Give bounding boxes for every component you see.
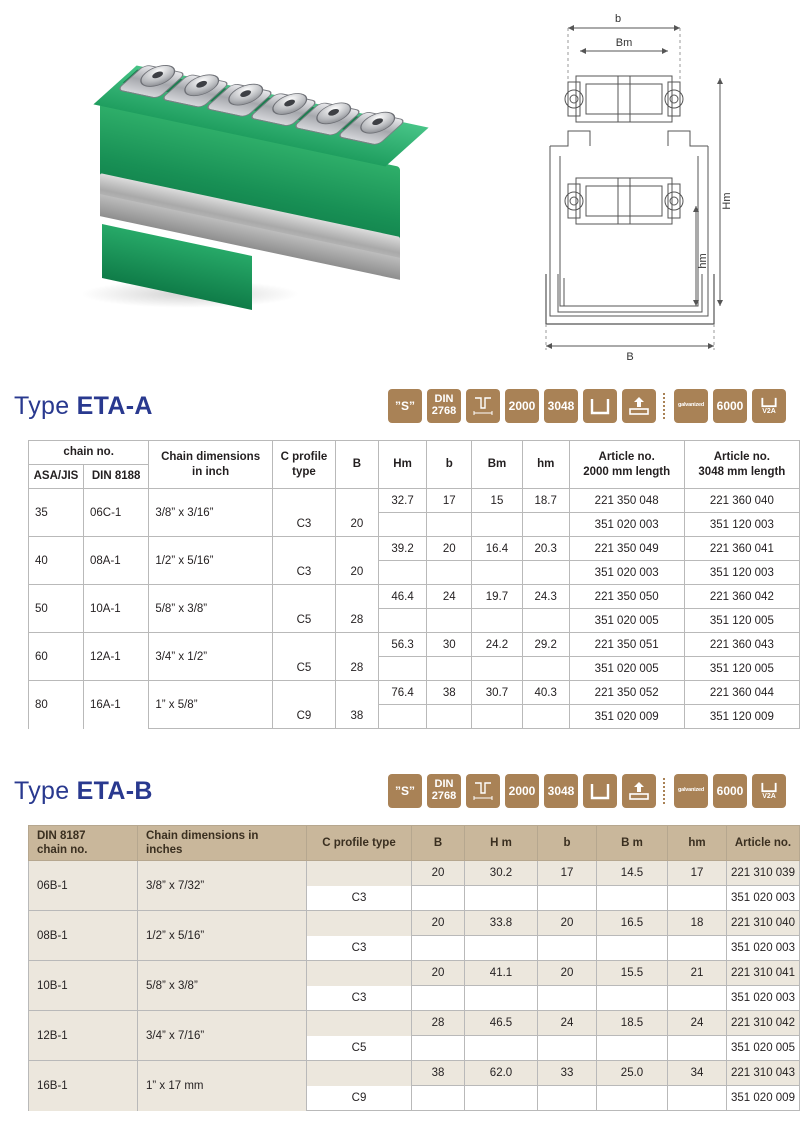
cell-Bm-blank: [597, 936, 668, 961]
cell-Hm: 46.4: [378, 585, 427, 609]
title-prefix: Type: [14, 776, 77, 805]
table-row: [29, 961, 800, 986]
th-hm: hm: [522, 441, 569, 489]
cell-chain-no: 06B-1: [29, 861, 138, 911]
dim-label-Bm: Bm: [615, 37, 633, 49]
cell-Hm-blank: [465, 1036, 538, 1061]
cell-hm: 29.2: [522, 633, 569, 657]
cell-asa-jis: 35: [29, 489, 84, 537]
cell-hm-blank: [668, 936, 727, 961]
cell-Hm-blank: [378, 705, 427, 729]
cell-c-profile: C5: [307, 1036, 412, 1061]
cell-B-blank: [412, 886, 465, 911]
cell-B-blank: [412, 936, 465, 961]
cell-asa-jis: 50: [29, 585, 84, 633]
cell-hm: 24: [668, 1011, 727, 1036]
th-din-8187: DIN 8187 chain no.: [29, 826, 138, 861]
cell-article-3048-alt: 351 120 003: [684, 561, 799, 585]
cell-c-profile: C3: [272, 561, 335, 585]
length-2000-icon: 2000: [505, 774, 539, 808]
cell-hm: 24.3: [522, 585, 569, 609]
cell-Bm: 15.5: [597, 961, 668, 986]
th-B: B: [336, 441, 379, 489]
cell-article: 221 310 043: [727, 1061, 800, 1086]
cell-c-profile-blank: [272, 537, 335, 561]
cell-din8188: 12A-1: [83, 633, 148, 681]
section-eta-b: [0, 763, 800, 1111]
cell-B: 20: [412, 911, 465, 936]
th-Hm: Hm: [378, 441, 427, 489]
cell-dimensions: 5/8” x 3/8”: [149, 585, 272, 633]
cell-hm-blank: [668, 1036, 727, 1061]
cell-hm-blank: [522, 561, 569, 585]
cell-B-blank: [412, 1036, 465, 1061]
cell-article-alt: 351 020 009: [727, 1086, 800, 1111]
title-main: ETA-B: [76, 776, 153, 805]
cell-din8188: 16A-1: [83, 681, 148, 729]
th-B: B: [412, 826, 465, 861]
cell-Hm-blank: [378, 657, 427, 681]
cell-Hm-blank: [378, 609, 427, 633]
cell-B-blank: [336, 537, 379, 561]
th-Hm: H m: [465, 826, 538, 861]
cell-Hm: 76.4: [378, 681, 427, 705]
section-eta-a: [0, 378, 800, 729]
cell-Bm-blank: [472, 561, 523, 585]
th-Bm: Bm: [472, 441, 523, 489]
th-hm: hm: [668, 826, 727, 861]
cell-hm: 34: [668, 1061, 727, 1086]
cell-Hm-blank: [465, 936, 538, 961]
length-6000-icon: 6000: [713, 389, 747, 423]
cell-din8188: 10A-1: [83, 585, 148, 633]
cell-B: 20: [336, 561, 379, 585]
dim-label-Hm: Hm: [721, 192, 733, 210]
cell-article-2000-alt: 351 020 003: [569, 513, 684, 537]
cell-c-profile: C9: [272, 705, 335, 729]
table-row: [29, 633, 800, 657]
cell-c-profile-blank: [307, 911, 412, 936]
cell-article-3048-alt: 351 120 005: [684, 657, 799, 681]
table-eta-a: [28, 440, 800, 729]
cell-b: 17: [427, 489, 472, 513]
cell-hm: 21: [668, 961, 727, 986]
dim-label-b: b: [614, 13, 622, 25]
cell-article-2000: 221 350 049: [569, 537, 684, 561]
cell-chain-no: 16B-1: [29, 1061, 138, 1111]
cell-Hm-blank: [378, 561, 427, 585]
cell-Bm: 18.5: [597, 1011, 668, 1036]
cell-article-3048-alt: 351 120 009: [684, 705, 799, 729]
cell-Hm: 62.0: [465, 1061, 538, 1086]
cell-article-3048: 221 360 042: [684, 585, 799, 609]
th-article-2000: Article no. 2000 mm length: [569, 441, 684, 489]
cell-article-alt: 351 020 005: [727, 1036, 800, 1061]
length-3048-icon: 3048: [544, 389, 578, 423]
cell-b: 17: [538, 861, 597, 886]
cell-dimensions: 1” x 17 mm: [138, 1061, 307, 1111]
cell-b: 24: [427, 585, 472, 609]
cell-din8188: 06C-1: [83, 489, 148, 537]
cell-Bm: 16.5: [597, 911, 668, 936]
cell-c-profile-blank: [272, 633, 335, 657]
table-row: [29, 911, 800, 936]
th-b: b: [427, 441, 472, 489]
cell-B: 38: [336, 705, 379, 729]
cell-b-blank: [427, 705, 472, 729]
cell-B: 28: [336, 657, 379, 681]
cell-dimensions: 3/4” x 7/16”: [138, 1011, 307, 1061]
cell-b: 20: [427, 537, 472, 561]
cell-B-blank: [336, 585, 379, 609]
cell-Hm-blank: [465, 886, 538, 911]
cell-Hm-blank: [378, 513, 427, 537]
th-c-profile: C profile type: [272, 441, 335, 489]
cell-article-2000-alt: 351 020 005: [569, 657, 684, 681]
table-header-row: [29, 826, 800, 861]
table-row: [29, 489, 800, 513]
length-2000-icon: 2000: [505, 389, 539, 423]
cell-Hm: 41.1: [465, 961, 538, 986]
cell-dimensions: 3/4” x 1/2”: [149, 633, 272, 681]
title-prefix: Type: [14, 391, 77, 420]
u-profile-icon: [583, 389, 617, 423]
cell-Bm: 25.0: [597, 1061, 668, 1086]
cell-c-profile: C5: [272, 657, 335, 681]
cell-B-blank: [412, 1086, 465, 1111]
u-profile-icon: [583, 774, 617, 808]
th-article: Article no.: [727, 826, 800, 861]
icon-row-b: [388, 774, 786, 808]
cell-article: 221 310 039: [727, 861, 800, 886]
cell-hm-blank: [522, 705, 569, 729]
cell-c-profile: C3: [307, 886, 412, 911]
cell-c-profile: C3: [272, 513, 335, 537]
th-chain-no: chain no.: [29, 441, 149, 465]
cell-Hm-blank: [465, 986, 538, 1011]
cell-hm: 18: [668, 911, 727, 936]
din-2768-icon: DIN 2768: [427, 389, 461, 423]
technical-drawing: [468, 6, 778, 371]
cell-article: 221 310 042: [727, 1011, 800, 1036]
s-quality-icon: ”S”: [388, 774, 422, 808]
cell-dimensions: 5/8” x 3/8”: [138, 961, 307, 1011]
cell-c-profile: C9: [307, 1086, 412, 1111]
cell-Bm: 30.7: [472, 681, 523, 705]
cell-c-profile-blank: [307, 961, 412, 986]
galvanized-icon: galvanized: [674, 774, 708, 808]
cell-hm: 20.3: [522, 537, 569, 561]
cell-Bm-blank: [597, 1036, 668, 1061]
section-a-header: [14, 378, 786, 434]
fixing-icon: [622, 774, 656, 808]
cell-article-2000: 221 350 052: [569, 681, 684, 705]
cell-dimensions: 3/8” x 3/16”: [149, 489, 272, 537]
cell-Bm: 16.4: [472, 537, 523, 561]
cell-B: 28: [336, 609, 379, 633]
cell-Bm-blank: [597, 1086, 668, 1111]
th-c-profile: C profile type: [307, 826, 412, 861]
cell-article-2000-alt: 351 020 005: [569, 609, 684, 633]
cell-dimensions: 1/2” x 5/16”: [138, 911, 307, 961]
din-2768-icon: DIN 2768: [427, 774, 461, 808]
cell-hm-blank: [668, 986, 727, 1011]
dim-label-B: B: [626, 351, 634, 363]
cell-b-blank: [538, 1036, 597, 1061]
cell-Bm-blank: [472, 609, 523, 633]
dim-label-hm: hm: [697, 253, 709, 269]
cell-b: 24: [538, 1011, 597, 1036]
cell-article: 221 310 041: [727, 961, 800, 986]
separator-icon: [663, 393, 667, 419]
cell-c-profile: C3: [307, 986, 412, 1011]
s-quality-icon: ”S”: [388, 389, 422, 423]
cell-c-profile-blank: [272, 681, 335, 705]
cell-article-alt: 351 020 003: [727, 886, 800, 911]
cell-b: 38: [427, 681, 472, 705]
cell-B: 28: [412, 1011, 465, 1036]
cell-b: 30: [427, 633, 472, 657]
cell-hm-blank: [668, 1086, 727, 1111]
th-article-3048: Article no. 3048 mm length: [684, 441, 799, 489]
tolerance-icon: [466, 389, 500, 423]
cell-Bm-blank: [472, 705, 523, 729]
cell-article-3048-alt: 351 120 005: [684, 609, 799, 633]
cell-b-blank: [427, 609, 472, 633]
cell-article-2000-alt: 351 020 003: [569, 561, 684, 585]
v2a-icon: V2A: [752, 389, 786, 423]
th-chain-dimensions: Chain dimensions in inches: [138, 826, 307, 861]
cell-Bm-blank: [472, 513, 523, 537]
cell-article-alt: 351 020 003: [727, 986, 800, 1011]
cell-B-blank: [336, 489, 379, 513]
page-title-eta-b: [14, 777, 153, 806]
cell-c-profile: C5: [272, 609, 335, 633]
cell-Hm: 32.7: [378, 489, 427, 513]
cell-article-alt: 351 020 003: [727, 936, 800, 961]
length-3048-icon: 3048: [544, 774, 578, 808]
cell-Bm-blank: [597, 886, 668, 911]
th-chain-dimensions: Chain dimensions in inch: [149, 441, 272, 489]
title-main: ETA-A: [76, 391, 153, 420]
table-row: [29, 861, 800, 886]
cell-article-2000: 221 350 048: [569, 489, 684, 513]
cell-Hm: 33.8: [465, 911, 538, 936]
cell-article-2000: 221 350 051: [569, 633, 684, 657]
cell-asa-jis: 80: [29, 681, 84, 729]
th-din-8188: DIN 8188: [83, 465, 148, 489]
table-eta-b: [28, 825, 800, 1111]
table-row: [29, 681, 800, 705]
cell-b: 33: [538, 1061, 597, 1086]
length-6000-icon: 6000: [713, 774, 747, 808]
cell-b-blank: [538, 1086, 597, 1111]
cell-b-blank: [427, 513, 472, 537]
cell-chain-no: 10B-1: [29, 961, 138, 1011]
cell-b-blank: [538, 936, 597, 961]
cell-Hm: 30.2: [465, 861, 538, 886]
table-row: [29, 585, 800, 609]
cell-article-3048: 221 360 044: [684, 681, 799, 705]
tolerance-icon: [466, 774, 500, 808]
cell-hm: 40.3: [522, 681, 569, 705]
cell-B: 20: [336, 513, 379, 537]
th-Bm: B m: [597, 826, 668, 861]
cell-c-profile-blank: [272, 585, 335, 609]
cell-article-3048: 221 360 041: [684, 537, 799, 561]
cell-Hm-blank: [465, 1086, 538, 1111]
cell-b: 20: [538, 961, 597, 986]
th-b: b: [538, 826, 597, 861]
fixing-icon: [622, 389, 656, 423]
cell-article: 221 310 040: [727, 911, 800, 936]
cell-c-profile: C3: [307, 936, 412, 961]
cell-article-3048: 221 360 043: [684, 633, 799, 657]
cell-b-blank: [538, 886, 597, 911]
cell-asa-jis: 60: [29, 633, 84, 681]
cell-article-3048: 221 360 040: [684, 489, 799, 513]
icon-row-a: [388, 389, 786, 423]
table-row: [29, 1061, 800, 1086]
cell-Bm-blank: [597, 986, 668, 1011]
section-b-header: [14, 763, 786, 819]
cell-article-2000: 221 350 050: [569, 585, 684, 609]
cell-din8188: 08A-1: [83, 537, 148, 585]
cell-B: 38: [412, 1061, 465, 1086]
cell-b: 20: [538, 911, 597, 936]
cell-c-profile-blank: [272, 489, 335, 513]
galvanized-icon: galvanized: [674, 389, 708, 423]
cell-Hm: 46.5: [465, 1011, 538, 1036]
page-title-eta-a: [14, 392, 153, 421]
cell-article-3048-alt: 351 120 003: [684, 513, 799, 537]
cell-Bm-blank: [472, 657, 523, 681]
cell-dimensions: 3/8” x 7/32”: [138, 861, 307, 911]
th-asa-jis: ASA/JIS: [29, 465, 84, 489]
table-row: [29, 537, 800, 561]
cell-hm-blank: [522, 657, 569, 681]
cell-dimensions: 1/2” x 5/16”: [149, 537, 272, 585]
cell-hm-blank: [668, 886, 727, 911]
cell-c-profile-blank: [307, 861, 412, 886]
cell-Bm: 14.5: [597, 861, 668, 886]
cell-b-blank: [427, 561, 472, 585]
cell-hm-blank: [522, 513, 569, 537]
cell-dimensions: 1” x 5/8”: [149, 681, 272, 729]
cell-Bm: 24.2: [472, 633, 523, 657]
cell-Hm: 39.2: [378, 537, 427, 561]
cell-B-blank: [336, 681, 379, 705]
cell-B-blank: [412, 986, 465, 1011]
cell-B: 20: [412, 961, 465, 986]
cell-asa-jis: 40: [29, 537, 84, 585]
cell-chain-no: 12B-1: [29, 1011, 138, 1061]
top-illustrations: [0, 0, 800, 378]
table-row: [29, 1011, 800, 1036]
cell-article-2000-alt: 351 020 009: [569, 705, 684, 729]
cell-hm: 18.7: [522, 489, 569, 513]
cell-B: 20: [412, 861, 465, 886]
cell-Bm: 19.7: [472, 585, 523, 609]
product-photo: [60, 30, 430, 330]
cell-b-blank: [538, 986, 597, 1011]
cell-B-blank: [336, 633, 379, 657]
cell-c-profile-blank: [307, 1011, 412, 1036]
cell-Hm: 56.3: [378, 633, 427, 657]
cell-hm-blank: [522, 609, 569, 633]
cell-b-blank: [427, 657, 472, 681]
cell-chain-no: 08B-1: [29, 911, 138, 961]
cell-c-profile-blank: [307, 1061, 412, 1086]
table-header-row: [29, 441, 800, 465]
v2a-icon: V2A: [752, 774, 786, 808]
cell-Bm: 15: [472, 489, 523, 513]
cell-hm: 17: [668, 861, 727, 886]
separator-icon: [663, 778, 667, 804]
